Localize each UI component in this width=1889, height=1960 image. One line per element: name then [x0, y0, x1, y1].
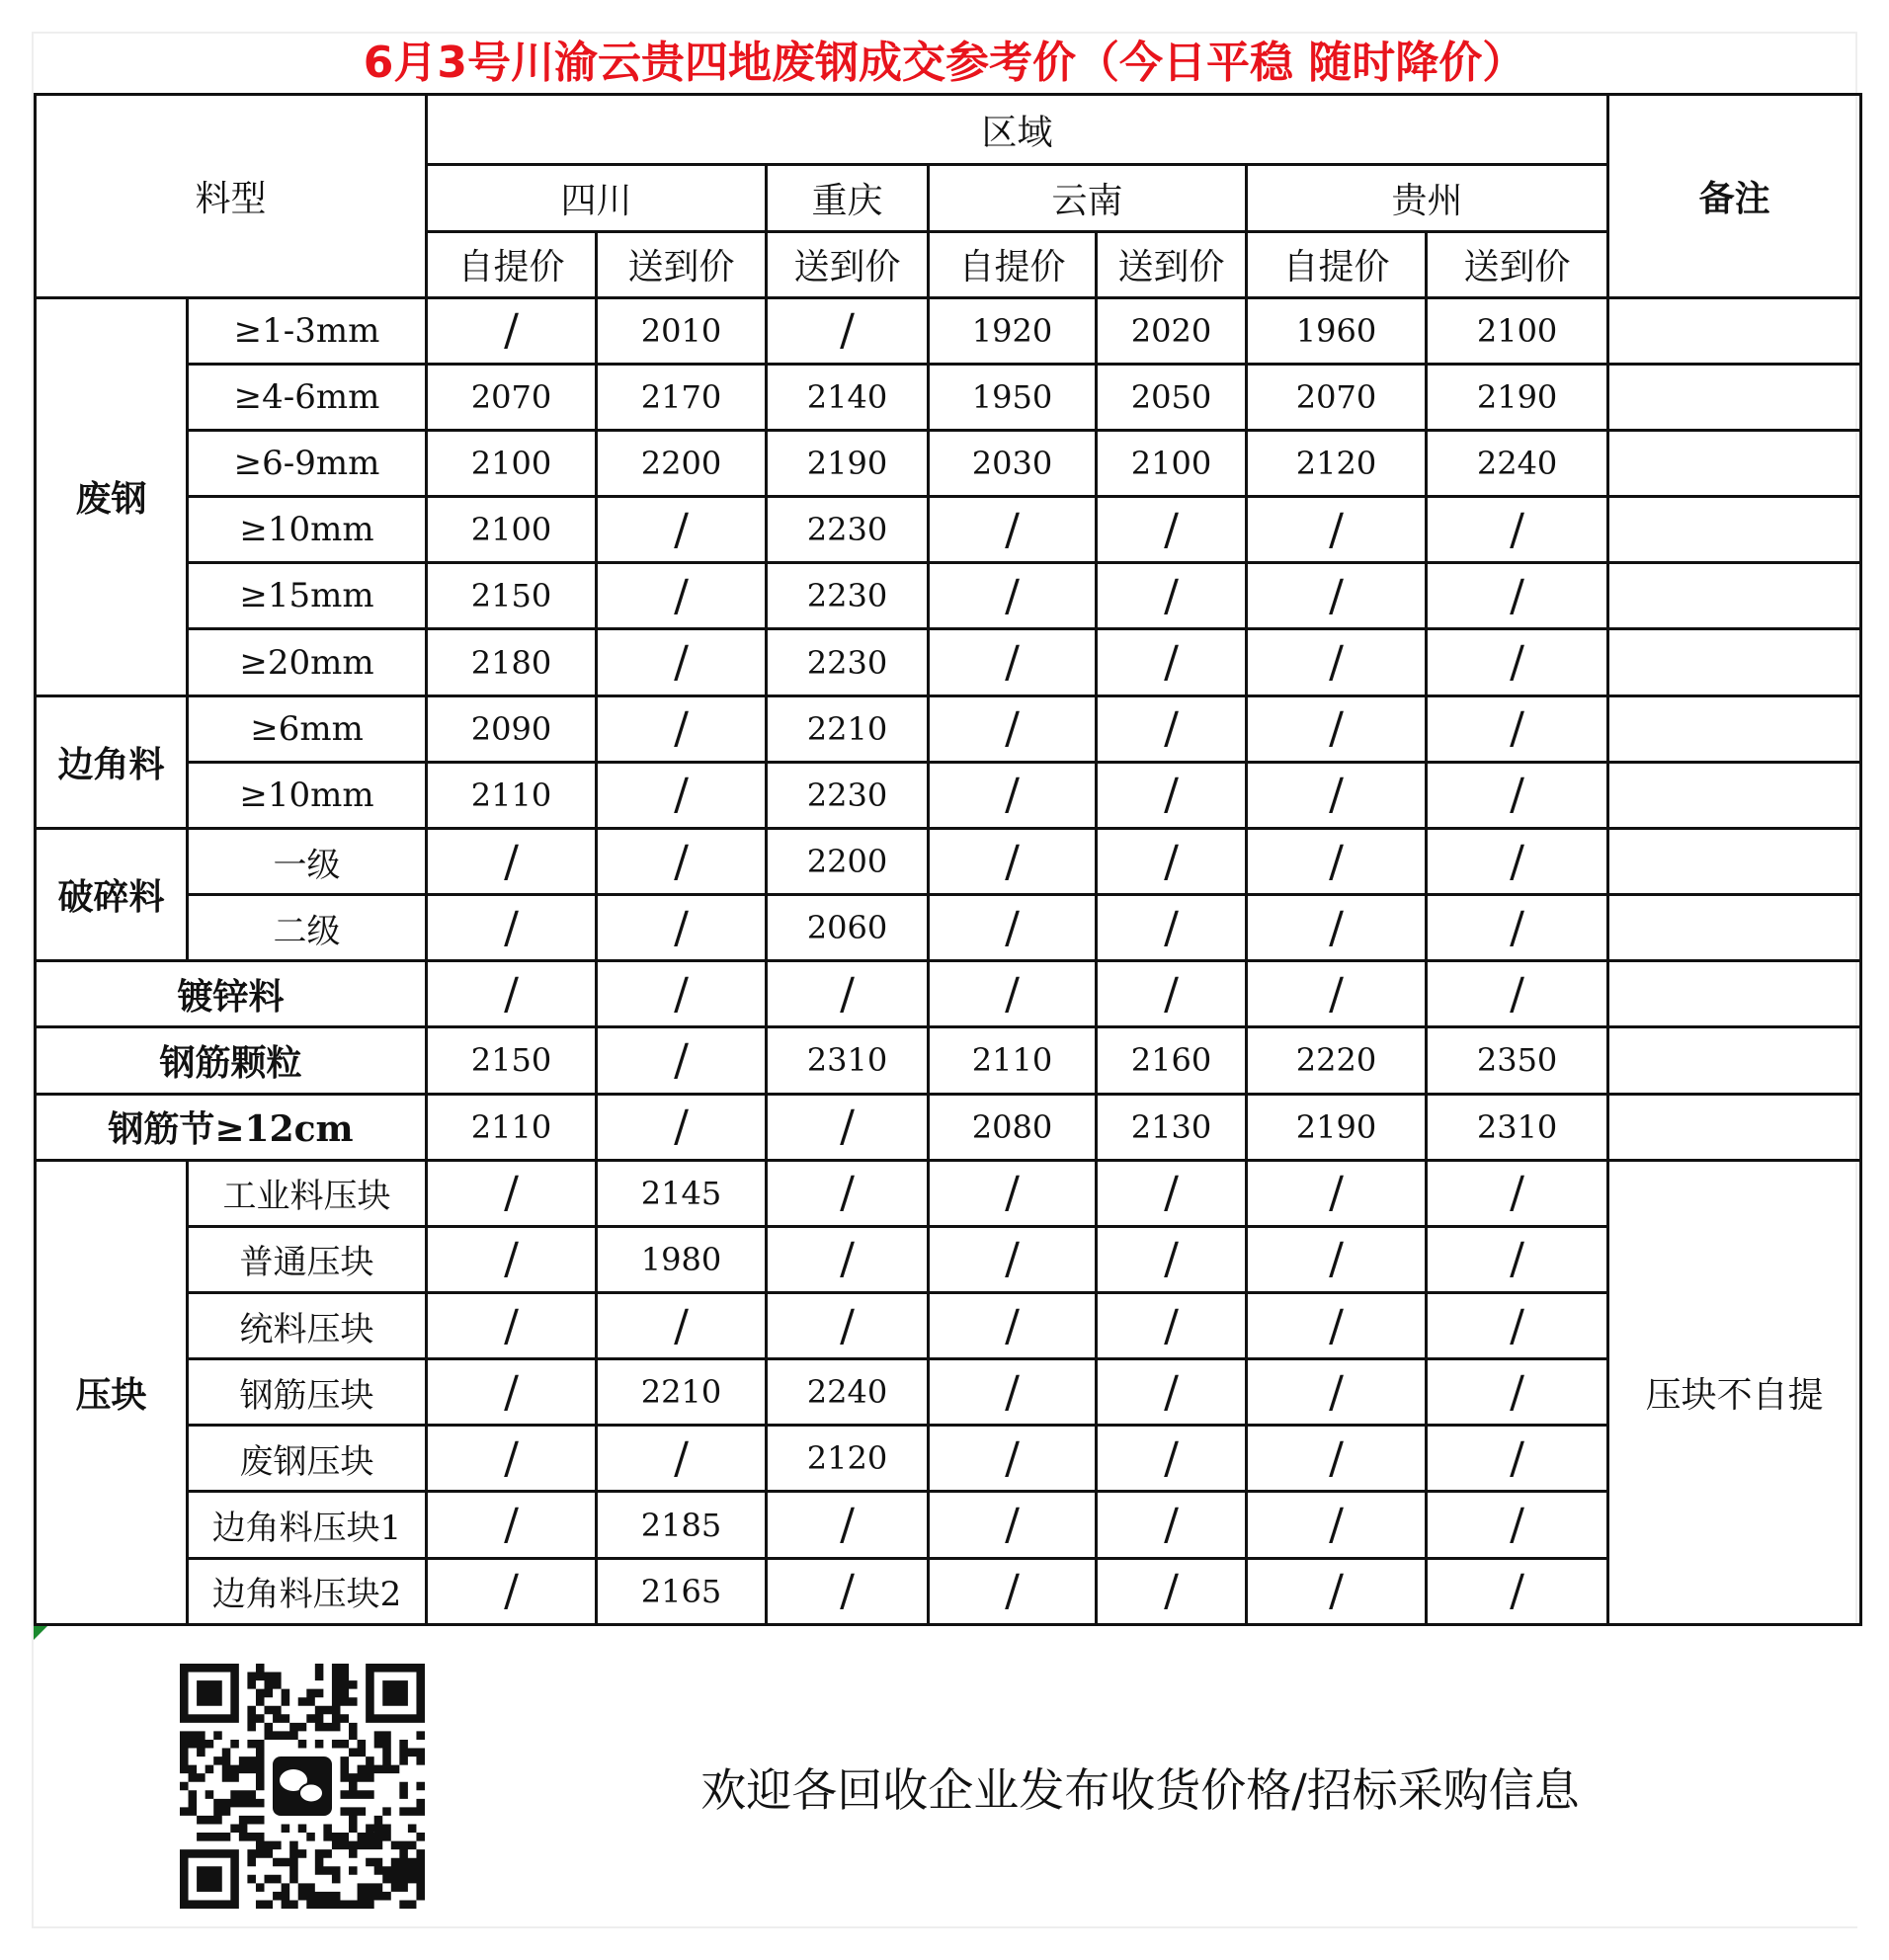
row-label: 废钢压块	[188, 1426, 427, 1492]
price-cell: 2100	[427, 497, 597, 563]
row-label: ≥6-9mm	[188, 430, 427, 496]
price-cell: 2350	[1427, 1027, 1608, 1094]
remark-cell	[1608, 695, 1861, 762]
price-cell: /	[767, 1492, 929, 1558]
table-row	[36, 364, 1861, 430]
price-cell: 2150	[427, 1027, 597, 1094]
region-yunnan: 云南	[929, 165, 1247, 231]
price-cell: /	[1247, 563, 1427, 629]
table-row	[36, 1558, 1861, 1624]
price-cell: /	[427, 1226, 597, 1292]
table-row	[36, 1359, 1861, 1426]
table-row	[36, 1094, 1861, 1160]
price-cell: /	[1097, 762, 1247, 828]
price-table-container	[34, 93, 1859, 1626]
price-cell: 2200	[597, 430, 767, 496]
price-cell: /	[1097, 828, 1247, 894]
qr-code-icon	[180, 1664, 425, 1909]
price-cell: /	[1247, 497, 1427, 563]
price-table-body	[36, 95, 1861, 1625]
group-label: 破碎料	[36, 828, 188, 960]
remark-cell	[1608, 563, 1861, 629]
remark-cell: 压块不自提	[1608, 1160, 1861, 1624]
price-cell: /	[427, 1492, 597, 1558]
price-cell: /	[1427, 1426, 1608, 1492]
remark-cell	[1608, 297, 1861, 364]
price-cell: /	[1097, 895, 1247, 961]
price-cell: /	[427, 1160, 597, 1226]
price-cell: 2180	[427, 629, 597, 695]
price-cell: /	[1247, 1558, 1427, 1624]
price-type-header: 送到价	[1097, 231, 1247, 297]
material-type-header: 料型	[36, 95, 427, 298]
row-label: ≥10mm	[188, 497, 427, 563]
price-cell: /	[929, 563, 1097, 629]
region-guizhou: 贵州	[1247, 165, 1608, 231]
price-cell: 2100	[1097, 430, 1247, 496]
price-cell: /	[929, 1426, 1097, 1492]
price-cell: /	[1247, 1160, 1427, 1226]
price-cell: 2080	[929, 1094, 1097, 1160]
price-cell: /	[1427, 762, 1608, 828]
price-cell: /	[1097, 961, 1247, 1027]
remark-cell	[1608, 762, 1861, 828]
price-cell: 2140	[767, 364, 929, 430]
row-label: 钢筋颗粒	[36, 1027, 427, 1094]
price-cell: /	[929, 828, 1097, 894]
price-cell: /	[1427, 1293, 1608, 1359]
page-title: 6月3号川渝云贵四地废钢成交参考价（今日平稳 随时降价）	[363, 38, 1526, 88]
price-cell: /	[929, 1293, 1097, 1359]
qr-finder-icon	[184, 1853, 234, 1904]
price-cell: /	[929, 1226, 1097, 1292]
group-label: 压块	[36, 1160, 188, 1624]
price-cell: /	[1097, 1359, 1247, 1426]
price-cell: 2160	[1097, 1027, 1247, 1094]
price-cell: /	[1427, 1160, 1608, 1226]
price-cell: 2050	[1097, 364, 1247, 430]
price-cell: 2110	[929, 1027, 1097, 1094]
price-cell: 1920	[929, 297, 1097, 364]
price-cell: /	[1097, 497, 1247, 563]
price-cell: /	[929, 1160, 1097, 1226]
price-cell: 2240	[1427, 430, 1608, 496]
price-cell: 2030	[929, 430, 1097, 496]
price-cell: /	[597, 1094, 767, 1160]
qr-finder-icon	[184, 1668, 234, 1718]
price-cell: /	[929, 1558, 1097, 1624]
price-sheet-page	[32, 32, 1857, 1928]
table-row	[36, 1426, 1861, 1492]
price-table	[34, 93, 1862, 1626]
price-cell: 2310	[767, 1027, 929, 1094]
price-cell: /	[597, 629, 767, 695]
row-label: ≥10mm	[188, 762, 427, 828]
table-row	[36, 430, 1861, 496]
price-cell: 2020	[1097, 297, 1247, 364]
price-cell: /	[929, 695, 1097, 762]
price-cell: /	[597, 961, 767, 1027]
price-cell: /	[1247, 629, 1427, 695]
remark-cell	[1608, 1027, 1861, 1094]
region-header: 区域	[427, 95, 1608, 165]
row-label: 普通压块	[188, 1226, 427, 1292]
price-cell: /	[929, 961, 1097, 1027]
price-cell: 2185	[597, 1492, 767, 1558]
price-cell: /	[1247, 1226, 1427, 1292]
row-label: 边角料压块1	[188, 1492, 427, 1558]
price-cell: /	[597, 828, 767, 894]
price-cell: /	[1247, 961, 1427, 1027]
price-type-header: 自提价	[1247, 231, 1427, 297]
price-type-header: 送到价	[767, 231, 929, 297]
table-row	[36, 895, 1861, 961]
price-cell: 2120	[1247, 430, 1427, 496]
table-row	[36, 961, 1861, 1027]
region-chongqing: 重庆	[767, 165, 929, 231]
price-cell: 2110	[427, 1094, 597, 1160]
price-cell: /	[1427, 1226, 1608, 1292]
price-cell: /	[1247, 828, 1427, 894]
row-label: 统料压块	[188, 1293, 427, 1359]
price-cell: 2240	[767, 1359, 929, 1426]
price-cell: /	[427, 895, 597, 961]
row-label: 二级	[188, 895, 427, 961]
table-row	[36, 762, 1861, 828]
price-cell: /	[597, 497, 767, 563]
price-cell: 2110	[427, 762, 597, 828]
price-cell: 2070	[427, 364, 597, 430]
price-cell: /	[1427, 961, 1608, 1027]
price-cell: /	[427, 1359, 597, 1426]
price-cell: /	[767, 1226, 929, 1292]
price-cell: 2230	[767, 497, 929, 563]
row-label: 边角料压块2	[188, 1558, 427, 1624]
price-cell: /	[1097, 1492, 1247, 1558]
price-cell: /	[1427, 629, 1608, 695]
table-row	[36, 828, 1861, 894]
price-cell: /	[1427, 895, 1608, 961]
price-cell: 1960	[1247, 297, 1427, 364]
row-label: 镀锌料	[36, 961, 427, 1027]
price-cell: /	[1097, 629, 1247, 695]
price-cell: /	[597, 1426, 767, 1492]
price-cell: 2190	[1427, 364, 1608, 430]
price-cell: /	[1097, 1160, 1247, 1226]
remark-header: 备注	[1608, 95, 1861, 298]
table-row	[36, 1226, 1861, 1292]
price-cell: /	[597, 1027, 767, 1094]
row-label: 工业料压块	[188, 1160, 427, 1226]
price-cell: /	[929, 497, 1097, 563]
price-cell: 2145	[597, 1160, 767, 1226]
price-cell: /	[1247, 695, 1427, 762]
price-type-header: 送到价	[1427, 231, 1608, 297]
price-cell: 2070	[1247, 364, 1427, 430]
region-sichuan: 四川	[427, 165, 767, 231]
price-cell: 2230	[767, 762, 929, 828]
price-cell: 2130	[1097, 1094, 1247, 1160]
price-cell: /	[1247, 1359, 1427, 1426]
price-cell: 2210	[597, 1359, 767, 1426]
price-cell: /	[597, 762, 767, 828]
table-row	[36, 629, 1861, 695]
price-cell: 2100	[427, 430, 597, 496]
price-cell: 2230	[767, 563, 929, 629]
remark-cell	[1608, 430, 1861, 496]
price-cell: 2200	[767, 828, 929, 894]
price-cell: /	[1427, 1359, 1608, 1426]
price-cell: /	[1247, 895, 1427, 961]
table-row	[36, 1492, 1861, 1558]
qr-finder-icon	[370, 1668, 420, 1718]
price-cell: /	[1247, 762, 1427, 828]
group-label: 边角料	[36, 695, 188, 828]
price-cell: /	[427, 828, 597, 894]
remark-cell	[1608, 828, 1861, 894]
price-cell: /	[1097, 1426, 1247, 1492]
price-cell: /	[1247, 1426, 1427, 1492]
row-label: ≥15mm	[188, 563, 427, 629]
price-cell: 2310	[1427, 1094, 1608, 1160]
price-cell: /	[767, 1558, 929, 1624]
row-label: ≥4-6mm	[188, 364, 427, 430]
price-type-header: 送到价	[597, 231, 767, 297]
remark-cell	[1608, 1094, 1861, 1160]
table-row	[36, 563, 1861, 629]
price-cell: 2090	[427, 695, 597, 762]
table-row	[36, 497, 1861, 563]
row-label: 钢筋压块	[188, 1359, 427, 1426]
price-cell: /	[767, 1094, 929, 1160]
corner-mark-icon	[34, 1626, 47, 1640]
price-cell: /	[427, 1426, 597, 1492]
table-row	[36, 695, 1861, 762]
row-label: 一级	[188, 828, 427, 894]
price-cell: /	[597, 895, 767, 961]
price-cell: 2230	[767, 629, 929, 695]
price-cell: /	[767, 1293, 929, 1359]
price-cell: /	[1097, 695, 1247, 762]
price-type-header: 自提价	[427, 231, 597, 297]
price-cell: /	[1247, 1293, 1427, 1359]
price-cell: /	[597, 563, 767, 629]
price-cell: 1950	[929, 364, 1097, 430]
row-label: ≥6mm	[188, 695, 427, 762]
price-cell: /	[767, 1160, 929, 1226]
price-cell: /	[929, 1359, 1097, 1426]
footer	[34, 1626, 1859, 1926]
price-cell: 2165	[597, 1558, 767, 1624]
group-label: 废钢	[36, 297, 188, 695]
price-cell: 2010	[597, 297, 767, 364]
remark-cell	[1608, 895, 1861, 961]
remark-cell	[1608, 961, 1861, 1027]
price-cell: /	[427, 1293, 597, 1359]
price-cell: 2120	[767, 1426, 929, 1492]
remark-cell	[1608, 497, 1861, 563]
price-cell: 2170	[597, 364, 767, 430]
remark-cell	[1608, 629, 1861, 695]
price-cell: /	[1427, 828, 1608, 894]
price-cell: /	[597, 1293, 767, 1359]
price-cell: /	[929, 1492, 1097, 1558]
price-cell: /	[929, 629, 1097, 695]
price-cell: /	[1247, 1492, 1427, 1558]
price-cell: /	[1097, 563, 1247, 629]
price-cell: /	[767, 961, 929, 1027]
price-cell: /	[1097, 1293, 1247, 1359]
price-cell: /	[929, 762, 1097, 828]
table-row	[36, 1160, 1861, 1226]
price-cell: /	[767, 297, 929, 364]
price-cell: 2060	[767, 895, 929, 961]
price-cell: /	[1427, 497, 1608, 563]
row-label: ≥1-3mm	[188, 297, 427, 364]
row-label: 钢筋节≥12cm	[36, 1094, 427, 1160]
price-cell: /	[427, 961, 597, 1027]
price-cell: /	[1097, 1226, 1247, 1292]
price-cell: /	[597, 695, 767, 762]
price-cell: 1980	[597, 1226, 767, 1292]
price-cell: /	[1427, 1492, 1608, 1558]
price-cell: 2190	[767, 430, 929, 496]
wechat-icon	[273, 1756, 332, 1816]
price-cell: 2210	[767, 695, 929, 762]
table-row	[36, 297, 1861, 364]
price-cell: /	[1427, 563, 1608, 629]
table-row	[36, 1293, 1861, 1359]
remark-cell	[1608, 364, 1861, 430]
table-row	[36, 1027, 1861, 1094]
footer-slogan: 欢迎各回收企业发布收货价格/招标采购信息	[700, 1763, 1580, 1817]
row-label: ≥20mm	[188, 629, 427, 695]
price-cell: /	[929, 895, 1097, 961]
price-cell: /	[1427, 1558, 1608, 1624]
price-cell: 2220	[1247, 1027, 1427, 1094]
price-cell: /	[1097, 1558, 1247, 1624]
price-cell: 2150	[427, 563, 597, 629]
price-cell: /	[427, 1558, 597, 1624]
price-cell: /	[1427, 695, 1608, 762]
price-cell: 2100	[1427, 297, 1608, 364]
price-cell: /	[427, 297, 597, 364]
price-type-header: 自提价	[929, 231, 1097, 297]
price-cell: 2190	[1247, 1094, 1427, 1160]
